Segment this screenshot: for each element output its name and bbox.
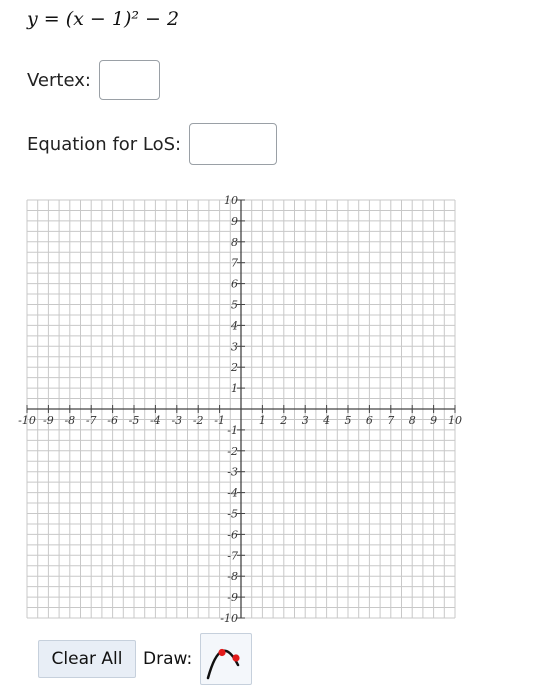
- y-tick-label: 10: [224, 194, 238, 207]
- y-tick-label: 3: [231, 340, 238, 354]
- y-tick-label: -6: [227, 528, 238, 542]
- los-label: Equation for LoS:: [27, 133, 182, 155]
- los-row: [27, 123, 277, 165]
- coordinate-grid-svg[interactable]: [0, 190, 537, 630]
- x-tick-label: -2: [192, 414, 204, 427]
- y-tick-label: 8: [231, 235, 238, 249]
- y-tick-label: -7: [227, 549, 238, 563]
- x-tick-label: -6: [107, 414, 118, 427]
- y-tick-label: -5: [227, 507, 238, 521]
- equation: y = (x − 1)² − 2: [27, 8, 180, 30]
- x-tick-label: -3: [171, 414, 183, 427]
- x-tick-label: -8: [64, 414, 76, 427]
- x-tick-label: 10: [448, 414, 462, 427]
- y-tick-label: 6: [231, 277, 238, 291]
- x-tick-label: -10: [18, 414, 36, 427]
- x-tick-label: -7: [85, 414, 97, 427]
- y-tick-label: -9: [227, 591, 238, 605]
- x-tick-label: 8: [408, 414, 416, 427]
- x-tick-label: 3: [301, 414, 309, 427]
- y-tick-label: -8: [227, 570, 238, 584]
- y-tick-label: -1: [227, 423, 238, 437]
- x-tick-label: 6: [365, 414, 373, 427]
- parabola-tool-button[interactable]: [200, 633, 252, 685]
- y-tick-label: 1: [231, 382, 238, 396]
- y-tick-label: -3: [227, 465, 238, 479]
- y-tick-label: 4: [231, 319, 238, 333]
- x-tick-label: 1: [258, 414, 266, 427]
- y-tick-label: 5: [231, 298, 238, 312]
- coordinate-grid[interactable]: [0, 190, 537, 634]
- x-tick-label: -4: [150, 414, 161, 427]
- y-tick-label: -2: [227, 444, 238, 458]
- drawing-toolbar: [38, 633, 252, 685]
- los-input[interactable]: [189, 123, 277, 165]
- x-tick-label: 9: [430, 414, 438, 427]
- vertex-label: Vertex:: [27, 69, 91, 91]
- x-tick-label: 5: [344, 414, 352, 427]
- parabola-icon: [204, 637, 248, 681]
- x-tick-label: 2: [280, 414, 288, 427]
- y-tick-label: -10: [220, 612, 238, 625]
- x-tick-label: 7: [387, 414, 395, 427]
- x-tick-label: -9: [43, 414, 54, 427]
- y-tick-label: 9: [231, 214, 238, 228]
- vertex-row: [27, 60, 160, 100]
- draw-label: Draw:: [143, 649, 193, 669]
- y-tick-label: 2: [231, 361, 238, 375]
- x-tick-label: -1: [214, 414, 225, 427]
- x-tick-label: -5: [128, 414, 140, 427]
- y-tick-label: -4: [227, 486, 238, 500]
- vertex-input[interactable]: [99, 60, 160, 100]
- clear-all-button[interactable]: Clear All: [38, 640, 136, 678]
- x-tick-label: 4: [323, 414, 331, 427]
- y-tick-label: 7: [231, 256, 238, 270]
